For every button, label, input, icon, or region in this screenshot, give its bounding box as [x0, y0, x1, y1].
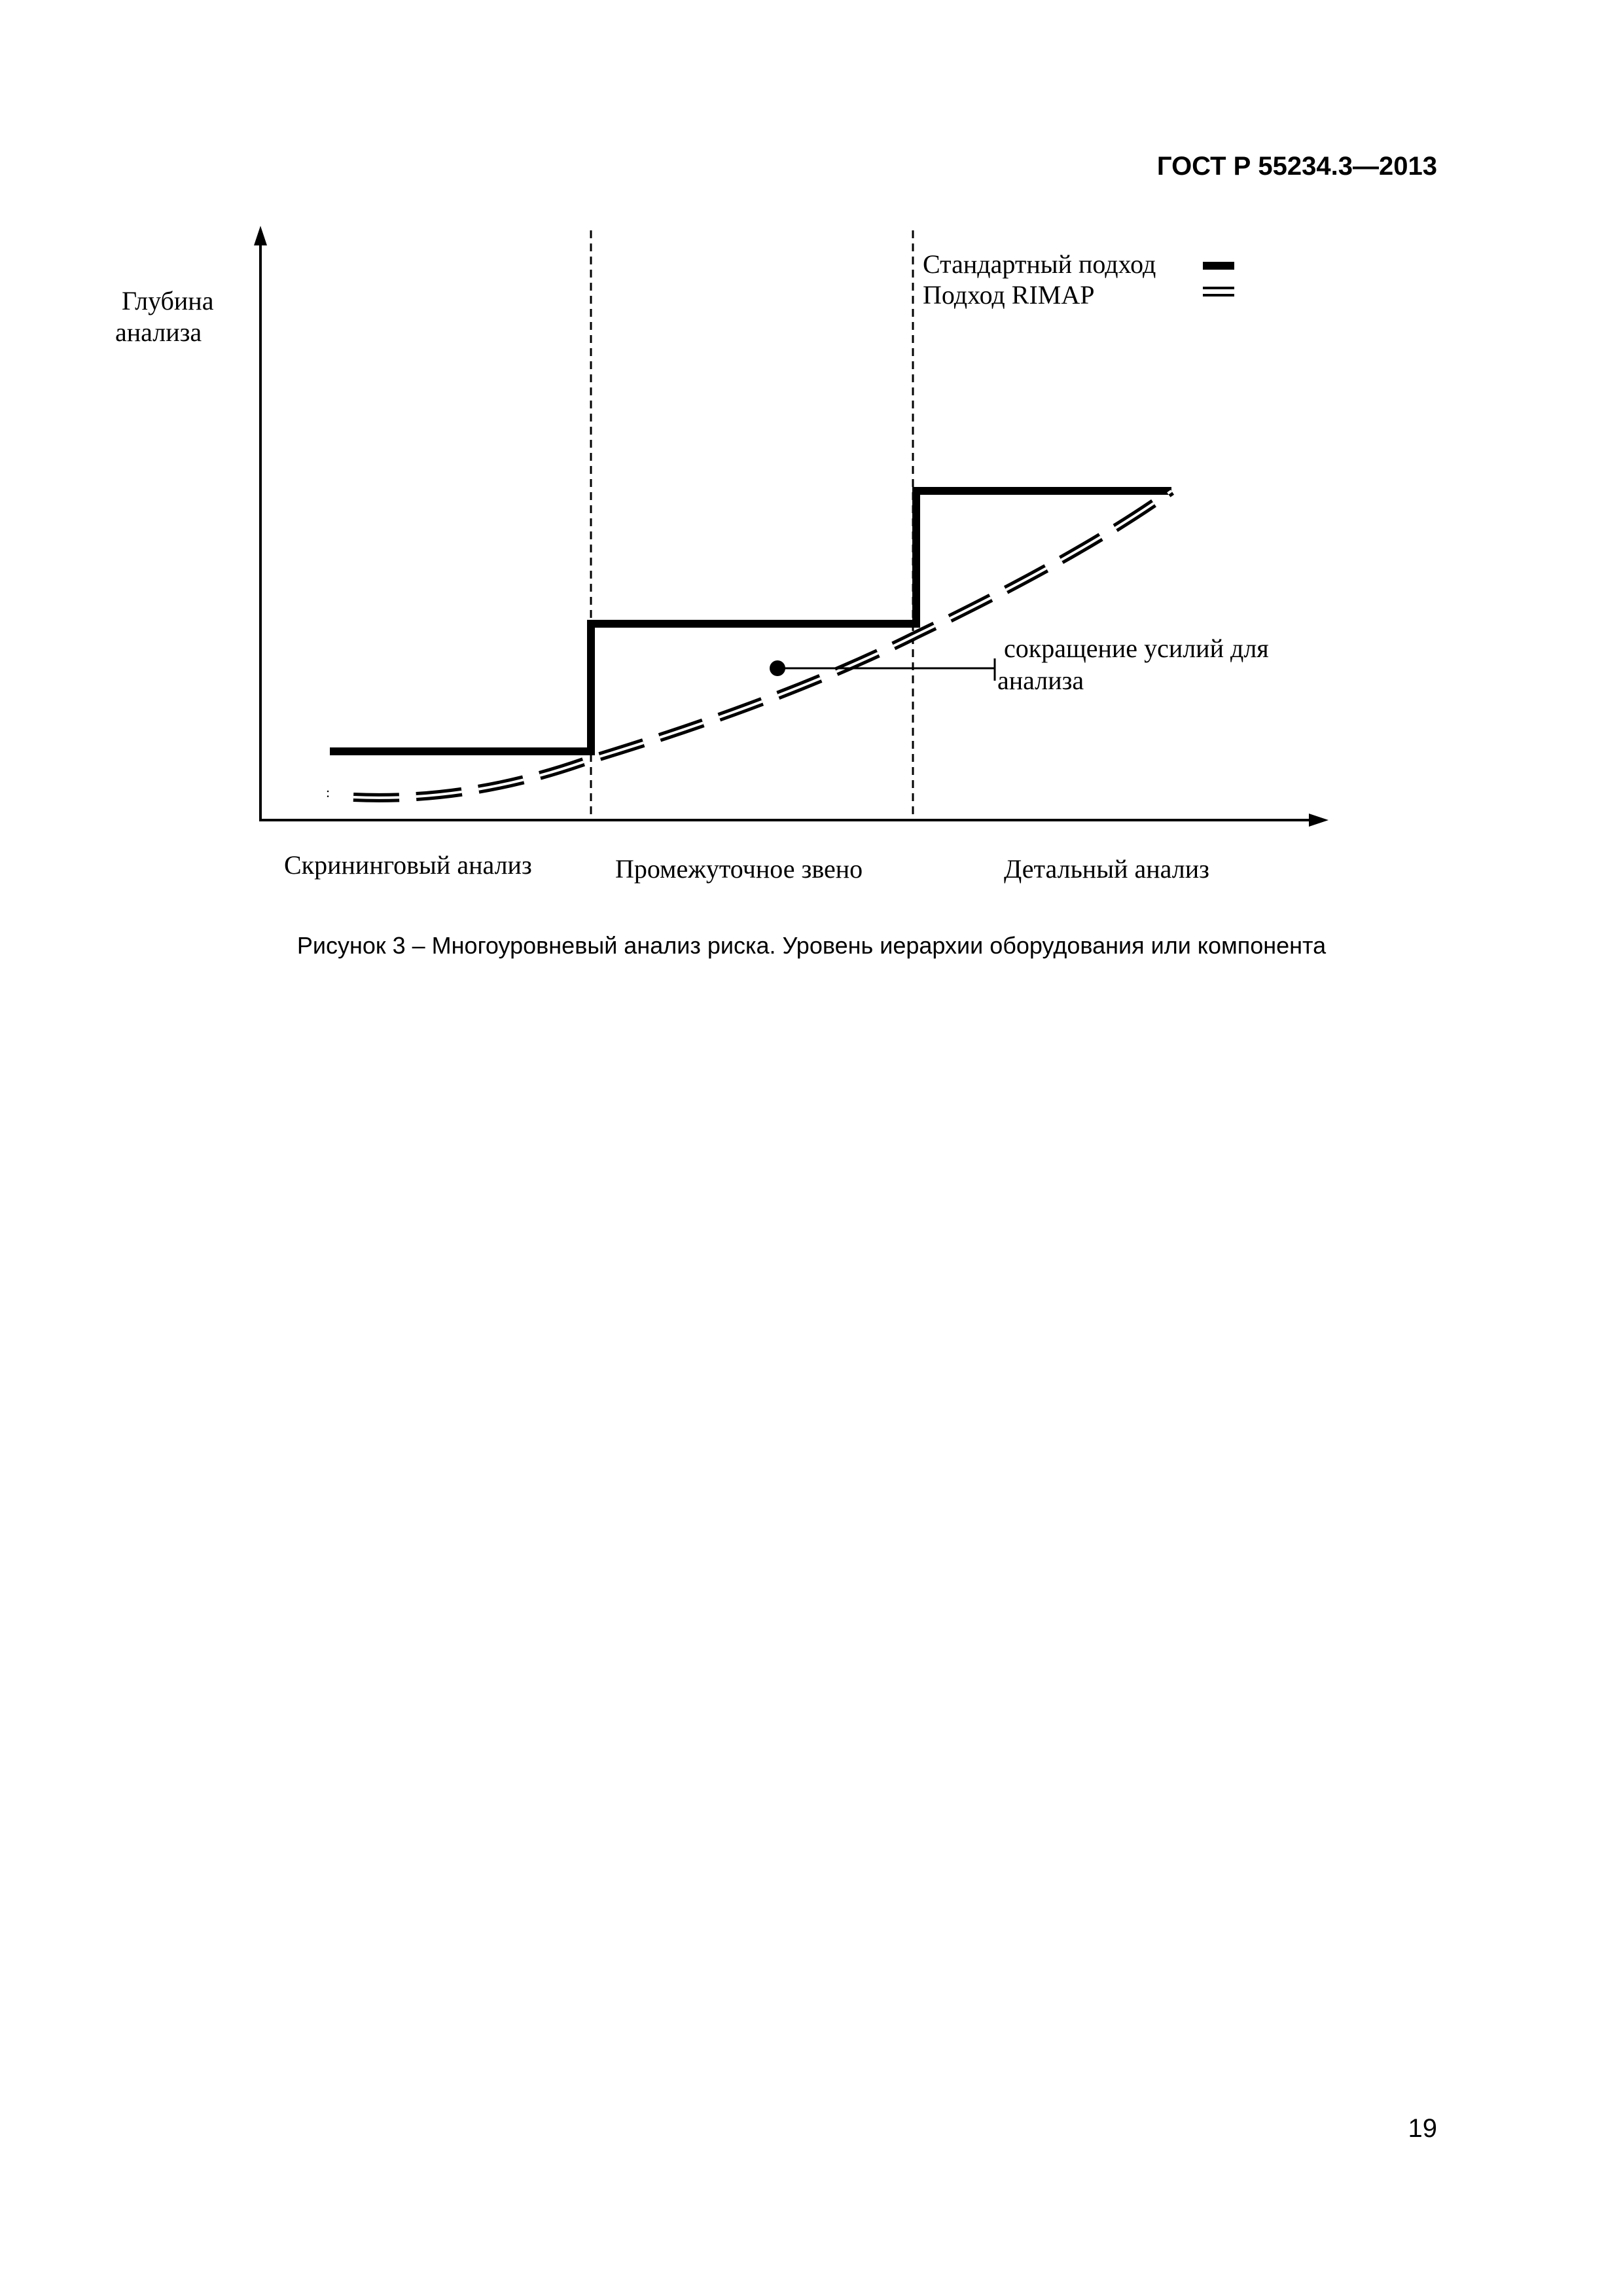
zone-label-intermediate: Промежуточное звено — [615, 854, 863, 884]
annotation-text-line1: сокращение усилий для — [1004, 634, 1269, 663]
x-axis-arrow-icon — [1309, 814, 1329, 827]
zone-label-detailed: Детальный анализ — [1004, 854, 1209, 884]
y-axis-label-line1: Глубина — [122, 286, 214, 315]
y-axis-arrow-icon — [254, 226, 267, 245]
y-axis-label-line2: анализа — [115, 317, 202, 347]
curve-start-mark: : — [326, 784, 330, 800]
document-header: ГОСТ Р 55234.3—2013 — [1156, 152, 1437, 181]
diagram-svg — [0, 0, 1623, 982]
page-number: 19 — [1408, 2114, 1437, 2143]
annotation-text-line2: анализа — [997, 666, 1084, 695]
legend-rimap-label: Подход RIMAP — [923, 280, 1095, 310]
standard-approach-line — [330, 491, 1171, 751]
figure-diagram — [0, 0, 1623, 982]
figure-caption: Рисунок 3 – Многоуровневый анализ риска. Уровень иерархии оборудования или компонента — [296, 932, 1327, 959]
legend-standard-label: Стандартный подход — [923, 249, 1156, 279]
zone-label-screening: Скрининговый анализ — [284, 850, 532, 880]
